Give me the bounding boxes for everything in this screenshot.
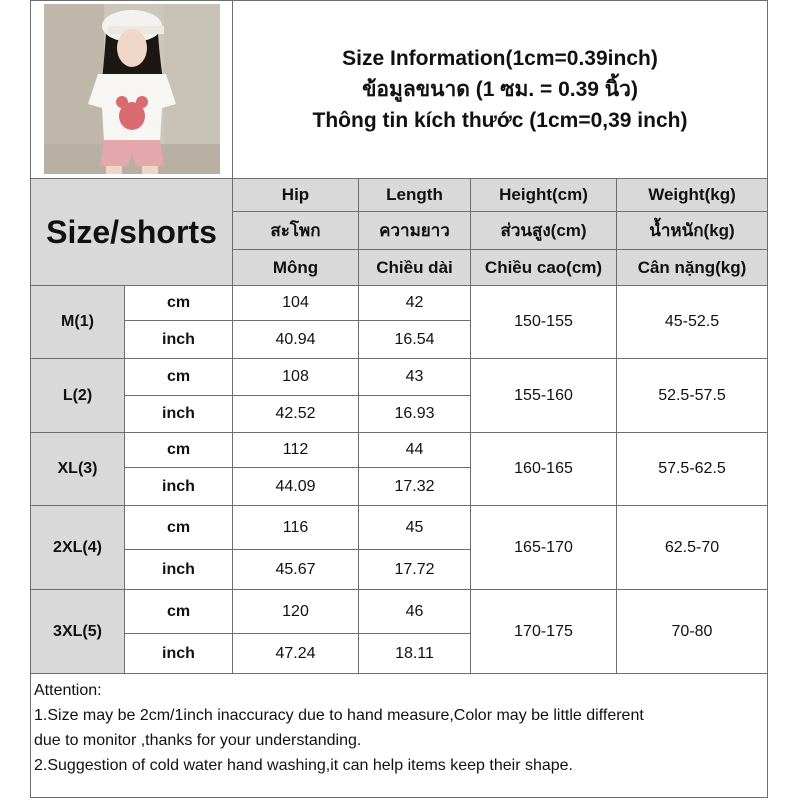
weight-3xl: 70-80 [671, 622, 713, 640]
height-m: 150-155 [514, 313, 573, 330]
hip-inch-xl: 44.09 [275, 477, 316, 495]
col-length-th: ความยาว [379, 221, 450, 240]
size-label-3xl: 3XL(5) [53, 622, 102, 640]
col-weight-en: Weight(kg) [648, 185, 736, 204]
title-vietnamese: Thông tin kích thước (1cm=0,39 inch) [312, 108, 688, 132]
size-header-cell [31, 179, 232, 285]
col-hip-vi: Mông [272, 257, 319, 277]
height-3xl: 170-175 [514, 622, 573, 640]
col-height-vi: Chiều cao(cm) [484, 257, 603, 277]
col-length-vi: Chiều dài [376, 257, 453, 277]
unit-inch: inch [162, 644, 195, 662]
hip-inch-l: 42.52 [275, 405, 316, 422]
size-information-title [232, 0, 768, 178]
unit-inch: inch [162, 405, 195, 422]
notes-heading: Attention: [34, 682, 102, 699]
size-label-m: M(1) [61, 313, 94, 330]
height-l: 155-160 [514, 386, 573, 404]
length-inch-m: 16.54 [394, 330, 435, 348]
unit-cm: cm [166, 441, 191, 458]
notes-line-1: 1.Size may be 2cm/1inch inaccuracy due to hand measure,Color may be little different [34, 707, 644, 724]
hip-cm-l: 108 [282, 368, 309, 385]
hip-cm-3xl: 120 [282, 602, 309, 620]
hip-inch-m: 40.94 [275, 330, 316, 348]
weight-2xl: 62.5-70 [664, 538, 720, 556]
length-inch-l: 16.93 [394, 405, 435, 422]
weight-l: 52.5-57.5 [658, 386, 726, 404]
model-illustration [44, 4, 220, 174]
col-hip-en: Hip [281, 185, 310, 204]
size-label-xl: XL(3) [57, 460, 98, 477]
product-photo [44, 4, 220, 174]
unit-inch: inch [162, 477, 195, 495]
size-label-2xl: 2XL(4) [53, 538, 102, 556]
height-2xl: 165-170 [514, 538, 573, 556]
unit-cm: cm [166, 518, 191, 536]
weight-xl: 57.5-62.5 [658, 460, 726, 477]
weight-m: 45-52.5 [664, 313, 720, 330]
size-label-l: L(2) [62, 386, 93, 404]
unit-inch: inch [162, 330, 195, 348]
unit-inch: inch [162, 560, 195, 578]
size-header-label: Size/shorts [46, 213, 217, 250]
notes-line-2: due to monitor ,thanks for your understanding. [34, 732, 362, 749]
length-cm-m: 42 [405, 294, 424, 311]
unit-cm: cm [166, 602, 191, 620]
hip-inch-3xl: 47.24 [275, 644, 316, 662]
hip-cm-2xl: 116 [282, 518, 309, 536]
notes-line-3: 2.Suggestion of cold water hand washing,it can help items keep their shape. [34, 757, 573, 774]
title-english: Size Information(1cm=0.39inch) [342, 46, 658, 70]
length-cm-2xl: 45 [405, 518, 424, 536]
length-cm-3xl: 46 [405, 602, 424, 620]
col-weight-vi: Cân nặng(kg) [637, 257, 747, 277]
hip-cm-m: 104 [282, 294, 309, 311]
height-xl: 160-165 [514, 460, 573, 477]
unit-cm: cm [166, 294, 191, 311]
col-height-en: Height(cm) [499, 185, 588, 204]
length-cm-l: 43 [405, 368, 424, 385]
length-cm-xl: 44 [405, 441, 424, 458]
col-hip-th: สะโพก [270, 221, 321, 240]
col-height-th: ส่วนสูง(cm) [500, 221, 587, 240]
title-thai: ข้อมูลขนาด (1 ซม. = 0.39 นิ้ว) [362, 77, 638, 101]
unit-cm: cm [166, 368, 191, 385]
hip-cm-xl: 112 [282, 441, 309, 458]
length-inch-3xl: 18.11 [395, 644, 434, 662]
length-inch-xl: 17.32 [394, 477, 435, 495]
col-weight-th: น้ำหนัก(kg) [649, 221, 735, 240]
hip-inch-2xl: 45.67 [275, 560, 316, 578]
col-length-en: Length [386, 185, 443, 204]
attention-notes [34, 678, 766, 778]
length-inch-2xl: 17.72 [394, 560, 435, 578]
